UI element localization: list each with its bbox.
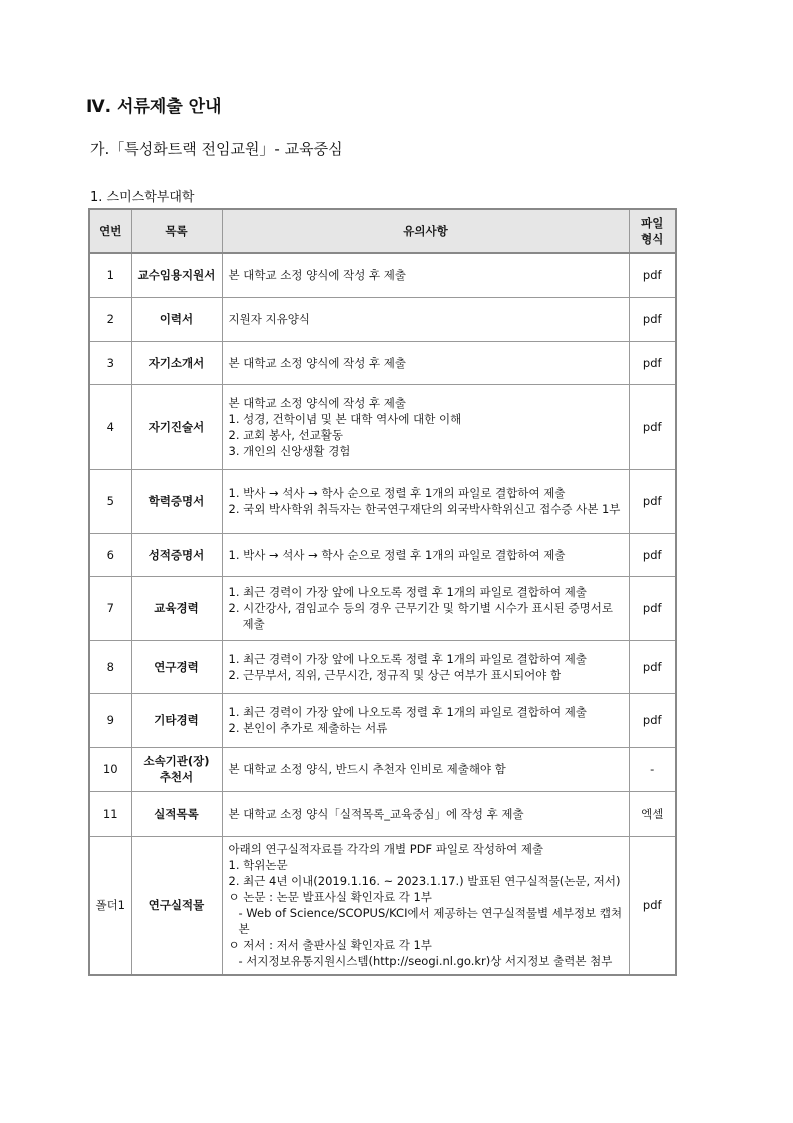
row-number: 폴더1 (89, 836, 131, 975)
table-row (89, 836, 676, 975)
row-item: 교육경력 (131, 576, 222, 640)
note-line: 2. 근무부서, 직위, 근무시간, 정규직 및 상근 여부가 표시되어야 함 (228, 667, 562, 682)
table-row (89, 253, 676, 297)
row-item: 연구실적물 (131, 836, 222, 975)
note-line: 1. 최근 경력이 가장 앞에 나오도록 정렬 후 1개의 파일로 결합하여 제출 (228, 585, 587, 599)
note-line: 2. 최근 4년 이내(2019.1.16. ~ 2023.1.17.) 발표된 연구실적물(논문, 저서) (228, 874, 621, 889)
table-row (89, 533, 676, 576)
note-line: 본 대학교 소정 양식에 작성 후 제출 (228, 395, 406, 410)
row-format: pdf (629, 576, 676, 640)
division-title: 1. 스미스학부대학 (90, 190, 195, 205)
row-number: 8 (89, 640, 131, 693)
row-format: pdf (629, 693, 676, 747)
table-row (89, 384, 676, 469)
section-title: Ⅳ. 서류제출 안내 (86, 97, 222, 117)
row-number: 10 (89, 747, 131, 791)
table-row (89, 791, 676, 836)
note-line: ㅇ 저서 : 저서 출판사실 확인자료 각 1부 (228, 938, 432, 953)
row-notes (222, 836, 629, 975)
row-notes (222, 297, 629, 341)
note-line: 본 대학교 소정 양식, 반드시 추천자 인비로 제출해야 함 (228, 762, 506, 776)
note-line: ㅇ 논문 : 논문 발표사실 확인자료 각 1부 (228, 890, 432, 905)
documents-table (88, 208, 677, 976)
row-item: 자기진술서 (131, 384, 222, 469)
header-no: 연번 (89, 209, 131, 253)
note-line: 1. 최근 경력이 가장 앞에 나오도록 정렬 후 1개의 파일로 결합하여 제출 (228, 705, 587, 719)
row-number: 11 (89, 791, 131, 836)
row-notes (222, 533, 629, 576)
row-item: 이력서 (131, 297, 222, 341)
table-row (89, 341, 676, 384)
row-format: 엑셀 (629, 791, 676, 836)
table-row (89, 747, 676, 791)
row-number: 1 (89, 253, 131, 297)
row-number: 2 (89, 297, 131, 341)
row-format: pdf (629, 640, 676, 693)
row-item: 교수임용지원서 (131, 253, 222, 297)
table-row (89, 297, 676, 341)
row-format: pdf (629, 297, 676, 341)
row-number: 3 (89, 341, 131, 384)
row-item: 성적증명서 (131, 533, 222, 576)
note-line: 1. 박사 → 석사 → 학사 순으로 정렬 후 1개의 파일로 결합하여 제출 (228, 547, 566, 562)
row-notes (222, 384, 629, 469)
row-notes (222, 791, 629, 836)
note-line: 아래의 연구실적자료를 각각의 개별 PDF 파일로 작성하여 제출 (228, 842, 544, 857)
note-line: 1. 최근 경력이 가장 앞에 나오도록 정렬 후 1개의 파일로 결합하여 제출 (228, 651, 587, 666)
row-number: 6 (89, 533, 131, 576)
note-line: 본 대학교 소정 양식「실적목록_교육중심」에 작성 후 제출 (228, 806, 524, 821)
row-number: 7 (89, 576, 131, 640)
note-line: 지원자 지유양식 (228, 312, 310, 326)
row-format: pdf (629, 341, 676, 384)
row-number: 5 (89, 469, 131, 533)
row-notes (222, 640, 629, 693)
note-line: - 서지정보유통지원시스템(http://seogi.nl.go.kr)상 서지정보 출력본 첨부 (238, 954, 613, 969)
note-line: - Web of Science/SCOPUS/KCI에서 제공하는 연구실적물별 세부정보 캡쳐본 (238, 906, 623, 937)
row-item: 연구경력 (131, 640, 222, 693)
row-notes (222, 576, 629, 640)
row-format: pdf (629, 533, 676, 576)
note-line: 본 대학교 소정 양식에 작성 후 제출 (228, 268, 406, 283)
row-notes (222, 341, 629, 384)
note-line: 2. 국외 박사학위 취득자는 한국연구재단의 외국박사학위신고 접수증 사본 1부 (228, 502, 621, 516)
note-line: 2. 본인이 추가로 제출하는 서류 (228, 721, 388, 735)
note-line: 2. 시간강사, 겸임교수 등의 경우 근무기간 및 학기별 시수가 표시된 증명서로 제출 (228, 601, 613, 631)
table-header-row (89, 209, 676, 253)
row-item: 기타경력 (131, 693, 222, 747)
header-format: 파일 형식 (629, 209, 676, 253)
row-format: pdf (629, 836, 676, 975)
table-row (89, 469, 676, 533)
row-notes (222, 747, 629, 791)
note-line: 3. 개인의 신앙생활 경험 (228, 443, 351, 458)
row-number: 9 (89, 693, 131, 747)
table-row (89, 693, 676, 747)
row-format: pdf (629, 253, 676, 297)
row-item: 자기소개서 (131, 341, 222, 384)
note-line: 1. 학위논문 (228, 858, 288, 873)
row-format: pdf (629, 384, 676, 469)
row-format: - (629, 747, 676, 791)
header-item: 목록 (131, 209, 222, 253)
table-row (89, 640, 676, 693)
row-item: 학력증명서 (131, 469, 222, 533)
row-notes (222, 253, 629, 297)
row-item: 실적목록 (131, 791, 222, 836)
table-row (89, 576, 676, 640)
row-notes (222, 693, 629, 747)
header-notes: 유의사항 (222, 209, 629, 253)
row-notes (222, 469, 629, 533)
note-line: 본 대학교 소정 양식에 작성 후 제출 (228, 355, 406, 370)
note-line: 1. 성경, 건학이념 및 본 대학 역사에 대한 이해 (228, 411, 462, 426)
row-format: pdf (629, 469, 676, 533)
note-line: 1. 박사 → 석사 → 학사 순으로 정렬 후 1개의 파일로 결합하여 제출 (228, 486, 566, 500)
row-number: 4 (89, 384, 131, 469)
note-line: 2. 교회 봉사, 선교활동 (228, 427, 343, 442)
row-item: 소속기관(장) 추천서 (131, 747, 222, 791)
subsection-title: 가.「특성화트랙 전임교원」- 교육중심 (90, 140, 343, 158)
